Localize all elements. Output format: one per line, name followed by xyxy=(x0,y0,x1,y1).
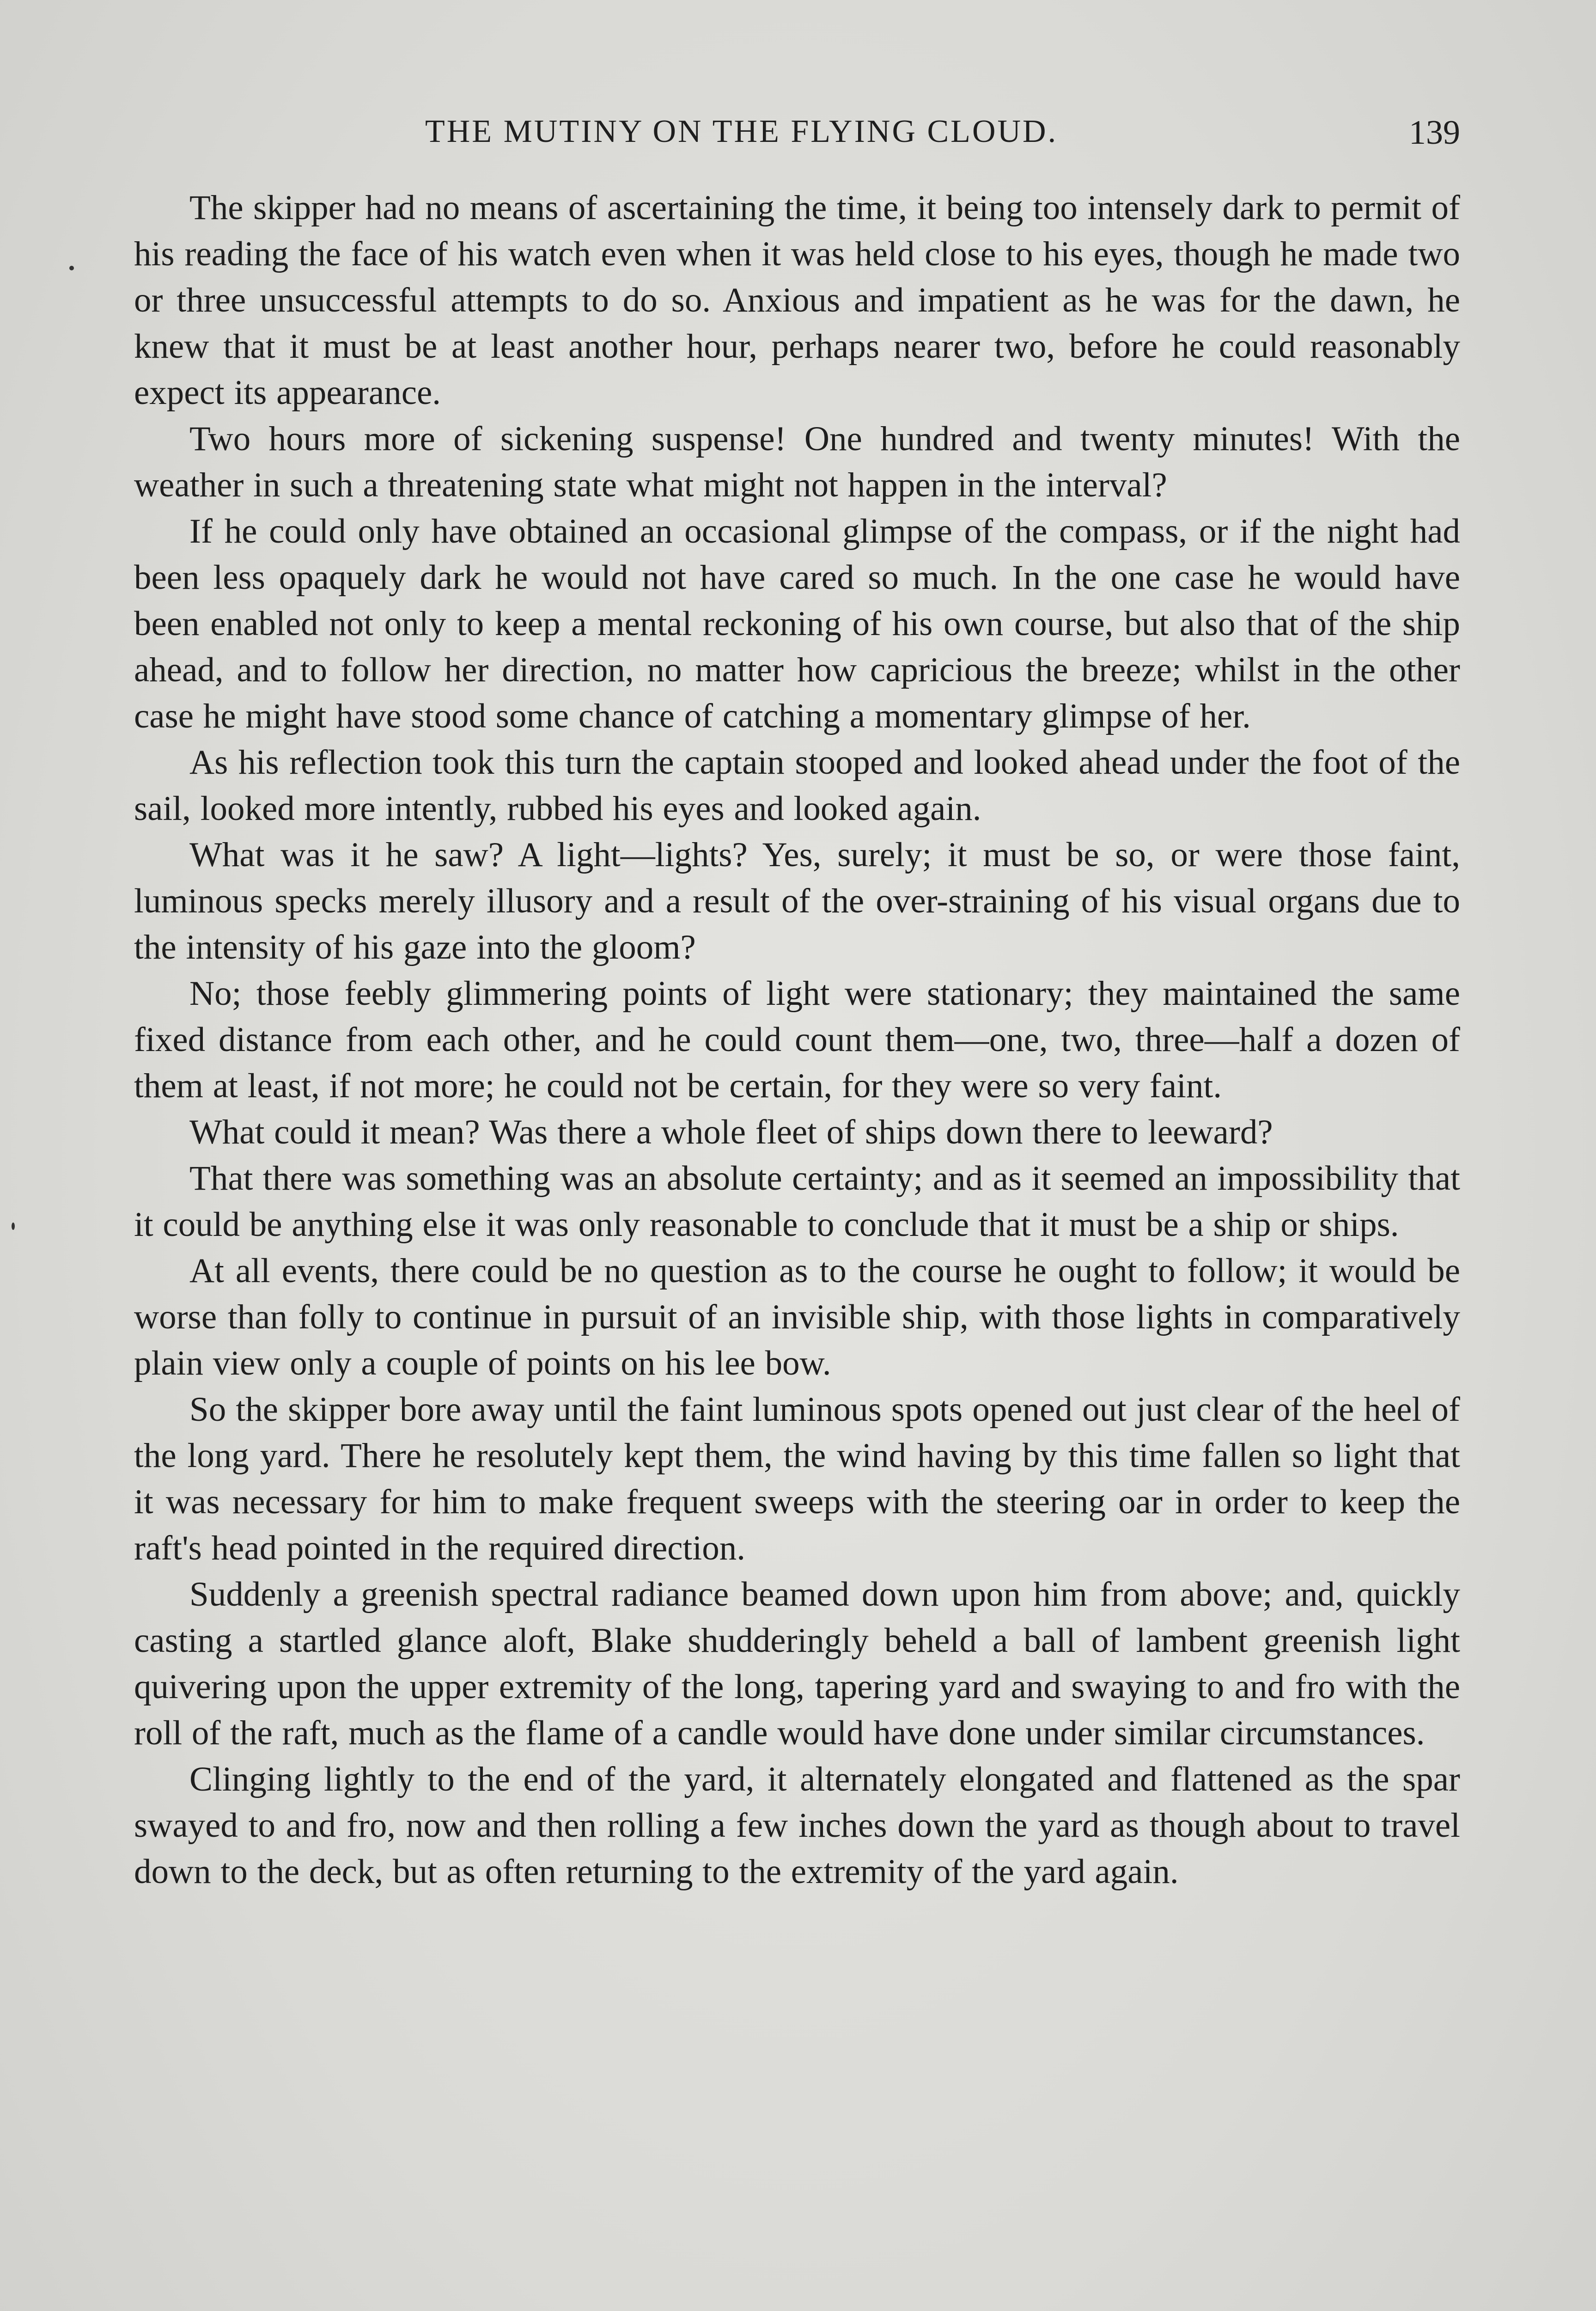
print-speck xyxy=(12,1223,15,1230)
body-text xyxy=(134,185,1460,1895)
page-header xyxy=(129,113,1460,169)
paragraph: What could it mean? Was there a whole fleet of ships down there to leeward? xyxy=(189,1113,1273,1151)
paragraph: If he could only have obtained an occasional glimpse of the compass, or if the night had been less opaquely dark he would not have cared so much. In the one case he would have been enabled not only to keep a mental reckoning of his own course, but also that of the ship ahead, and to follow her direction, no matter how capricious the breeze; whilst in the other case he might have stood some chance of catching a momentary glimpse of her. xyxy=(134,512,1460,735)
paragraph: Suddenly a greenish spectral radiance beamed down upon him from above; and, quickly casting a startled glance aloft, Blake shudderingly beheld a ball of lambent greenish light quivering upon the upper extremity of the long, tapering yard and swaying to and fro with the roll of the raft, much as the flame of a candle would have done under similar circumstances. xyxy=(134,1575,1460,1752)
running-title: THE MUTINY ON THE FLYING CLOUD. xyxy=(425,114,1058,149)
paragraph: So the skipper bore away until the faint luminous spots opened out just clear of the heel of the long yard. There he resolutely kept them, the wind having by this time fallen so light that it was necessary for him to make frequent sweeps with the steering oar in order to keep the raft's head pointed in the required direction. xyxy=(134,1390,1460,1567)
paragraph: The skipper had no means of ascertaining the time, it being too intensely dark to permit of his reading the face of his watch even when it was held close to his eyes, though he made two or three unsuccessful attempts to do so. Anxious and impatient as he was for the dawn, he knew that it must be at least another hour, perhaps nearer two, before he could reasonably expect its appearance. xyxy=(134,189,1460,412)
paragraph: What was it he saw? A light—lights? Yes, surely; it must be so, or were those faint, luminous specks merely illusory and a result of the over-straining of his visual organs due to the intensity of his gaze into the gloom? xyxy=(134,836,1460,966)
paragraph: Clinging lightly to the end of the yard, it alternately elongated and flattened as the spar swayed to and fro, now and then rolling a few inches down the yard as though about to travel down to the deck, but as often returning to the extremity of the yard again. xyxy=(134,1760,1460,1891)
paragraph: Two hours more of sickening suspense! One hundred and twenty minutes! With the weather in such a threatening state what might not happen in the interval? xyxy=(134,420,1460,504)
page-number: 139 xyxy=(1409,114,1460,152)
paragraph: As his reflection took this turn the captain stooped and looked ahead under the foot of the sail, looked more intently, rubbed his eyes and looked again. xyxy=(134,743,1460,828)
paragraph: No; those feebly glimmering points of light were stationary; they maintained the same fixed distance from each other, and he could count them—one, two, three—half a dozen of them at least, if not more; he could not be certain, for they were so very faint. xyxy=(134,974,1460,1105)
paragraph: At all events, there could be no question as to the course he ought to follow; it would be worse than folly to continue in pursuit of an invisible ship, with those lights in comparatively plain view only a couple of points on his lee bow. xyxy=(134,1252,1460,1382)
print-speck xyxy=(69,266,74,270)
paragraph: That there was something was an absolute certainty; and as it seemed an impossibility that it could be anything else it was only reasonable to conclude that it must be a ship or ships. xyxy=(134,1159,1460,1244)
